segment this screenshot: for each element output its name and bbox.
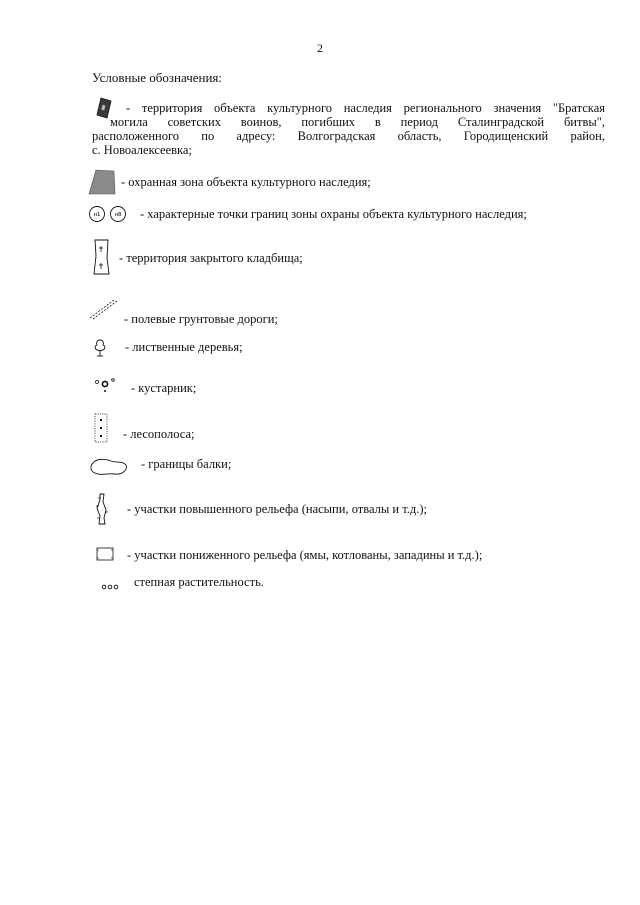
legend-text: - охранная зона объекта культурного наследия; (121, 175, 371, 189)
legend-text: - территория закрытого кладбища; (119, 251, 303, 265)
forest-belt-icon (92, 412, 110, 444)
page-number: 2 (317, 41, 323, 55)
legend-text: - полевые грунтовые дороги; (124, 312, 278, 326)
steppe-vegetation-icon (100, 582, 120, 592)
dirt-road-icon (88, 298, 118, 320)
legend-item-heritage-territory (92, 101, 605, 157)
shrub-icon (93, 376, 117, 394)
legend-text: - границы балки; (141, 457, 232, 471)
boundary-points-icon (87, 205, 129, 223)
boundary-point-label: н1 (93, 212, 101, 218)
protection-zone-icon (87, 168, 117, 196)
legend-text: с. Новоалексеевка; (92, 143, 192, 157)
deciduous-tree-icon (92, 338, 108, 358)
lowered-relief-icon (95, 545, 115, 563)
legend-heading: Условные обозначения: (92, 70, 223, 85)
legend-text: степная растительность. (134, 575, 264, 589)
legend-text: - участки пониженного рельефа (ямы, котлованы, западины и т.д.); (127, 548, 483, 562)
legend-text: - лесополоса; (123, 427, 195, 441)
ravine-boundary-icon (89, 455, 129, 479)
boundary-point-label: н8 (114, 212, 122, 218)
legend-text: - характерные точки границ зоны охраны объекта культурного наследия; (140, 207, 527, 221)
legend-text: - кустарник; (131, 381, 197, 395)
legend-text: - участки повышенного рельефа (насыпи, отвалы и т.д.); (127, 502, 427, 516)
closed-cemetery-icon (90, 238, 112, 276)
raised-relief-icon (92, 492, 112, 526)
legend-text: - территория объекта культурного наследия регионального значения "Братская (126, 101, 605, 115)
legend-text: могила советских воинов, погибших в период Сталинградской битвы", (110, 115, 605, 129)
legend-text: расположенного по адресу: Волгоградская область, Городищенский район, (92, 129, 605, 143)
legend-text: - лиственные деревья; (125, 340, 243, 354)
